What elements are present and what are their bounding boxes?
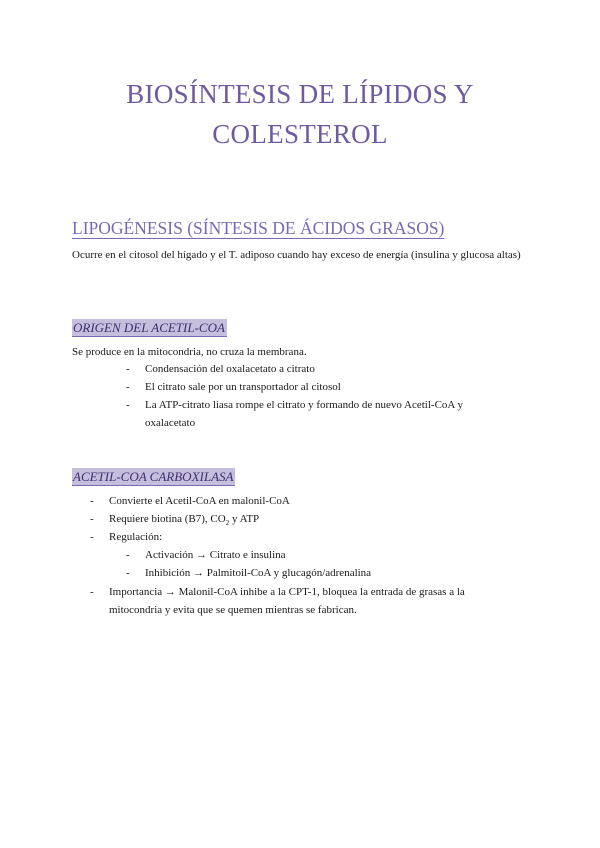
bullet-text: El citrato sale por un transportador al citosol [145, 381, 341, 393]
bullet-dash: - [126, 567, 130, 579]
bullet-text: Condensación del oxalacetato a citrato [145, 363, 315, 375]
title-line-2: COLESTEROL [212, 119, 388, 149]
title-line-1: BIOSÍNTESIS DE LÍPIDOS Y [126, 79, 474, 109]
origen-intro: Se produce en la mitocondria, no cruza la membrana. [72, 346, 307, 358]
bullet-dash: - [90, 531, 94, 543]
bullet-text: Regulación: [109, 531, 163, 543]
document-title [0, 74, 600, 154]
bullet-dash: - [90, 586, 94, 598]
lipogenesis-intro: Ocurre en el citosol del hígado y el T. adiposo cuando hay exceso de energía (insulina y glucosa altas) [72, 249, 521, 261]
requires-suffix: y ATP [229, 513, 260, 525]
bullet-text: Activación → Citrato e insulina [145, 549, 286, 561]
bullet-dash: - [90, 495, 94, 507]
bullet-dash: - [126, 399, 130, 411]
subsection-heading-origen-acetil-coa: ORIGEN DEL ACETIL-COA [73, 320, 225, 335]
bullet-dash: - [126, 549, 130, 561]
bullet-text: Inhibición → Palmitoil-CoA y glucagón/adrenalina [145, 567, 372, 579]
bullet-dash: - [126, 381, 130, 393]
bullet-text [109, 510, 519, 528]
subsection-heading-acetil-coa-carboxilasa: ACETIL-COA CARBOXILASA [73, 469, 234, 484]
bullet-dash: - [126, 363, 130, 375]
bullet-dash: - [90, 513, 94, 525]
co2-subscript: 2 [225, 519, 230, 528]
bullet-text: Importancia → Malonil-CoA inhibe a la CPT-1, bloquea la entrada de grasas a la mitocondria y evita que se quemen mientras se fabrican. [109, 586, 465, 616]
bullet-text: La ATP-citrato liasa rompe el citrato y formando de nuevo Acetil-CoA y oxalacetato [145, 399, 463, 429]
requires-text: Requiere biotina (B7), CO [109, 513, 226, 525]
bullet-text: Convierte el Acetil-CoA en malonil-CoA [109, 495, 290, 507]
section-heading-lipogenesis: LIPOGÉNESIS (SÍNTESIS DE ÁCIDOS GRASOS) [72, 218, 445, 238]
